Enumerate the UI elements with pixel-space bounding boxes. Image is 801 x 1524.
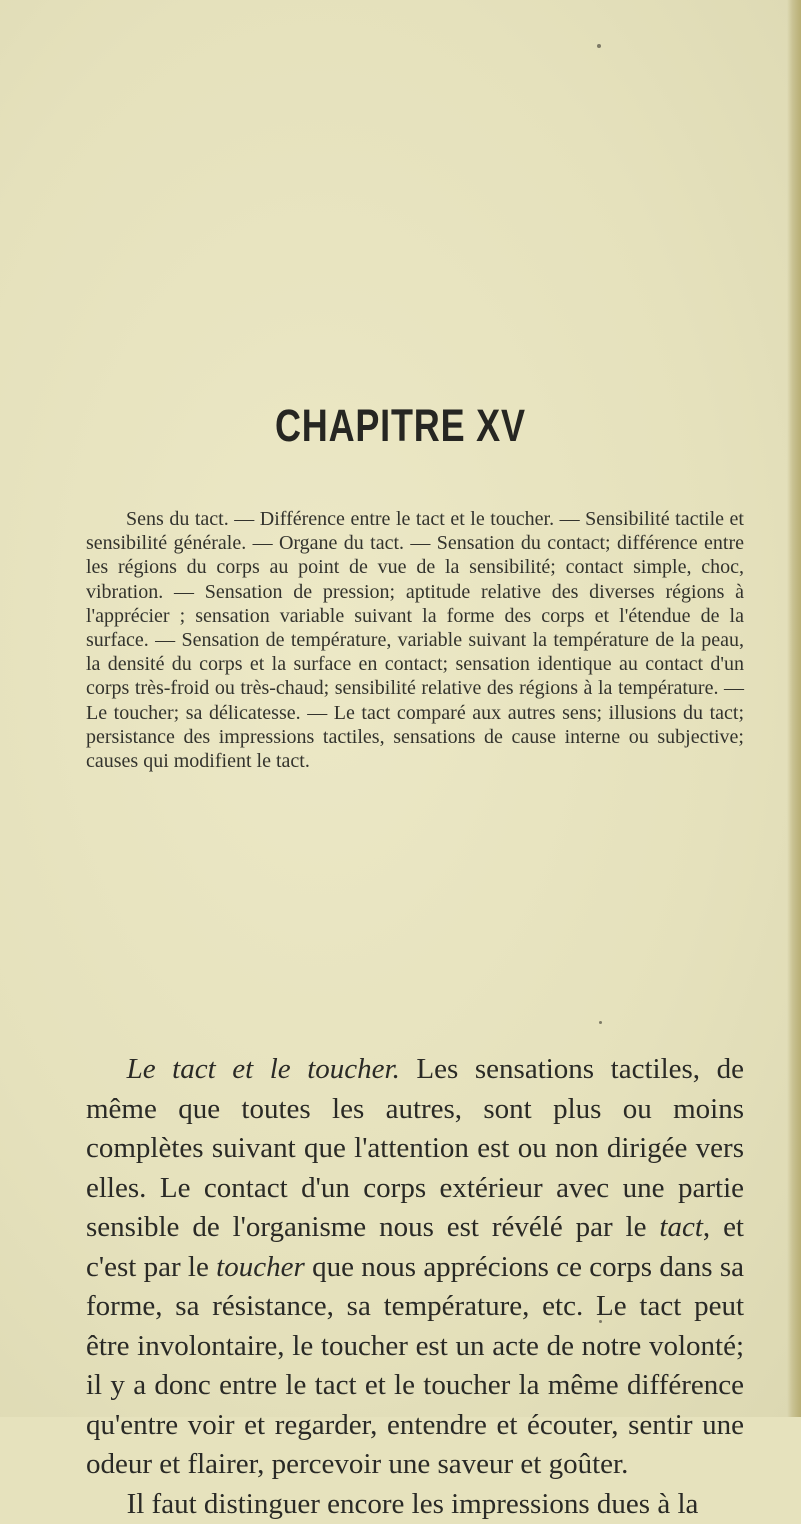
paragraph-1-text-c: que nous apprécions ce corps dans sa forme, sa résistance, sa température, etc. Le tact peut être involontaire, le toucher est un acte de notre volonté; il y a donc entre le tact et le toucher la même différence qu'entre voir et regarder, entendre et écouter, sentir une odeur et flairer, percevoir une saveur et goûter. [86,1251,744,1481]
italic-word-tact: tact [659,1211,703,1243]
paper-speck [597,44,601,48]
paragraph-1-text-a: Les sensations tactiles, de même que toutes les autres, sont plus ou moins complètes suivant que l'attention est ou non dirigée vers elles. Le contact d'un corps extérieur avec une partie sensible de l'organisme nous est révélé par le [86,1053,744,1243]
paragraph-1-text-b: , et c'est par le [86,1211,744,1283]
body-text [86,1050,744,1524]
chapter-title: CHAPITRE XV [80,400,721,452]
italic-word-toucher: toucher [216,1251,305,1283]
chapter-summary: Sens du tact. — Différence entre le tact et le toucher. — Sensibilité tactile et sensibilité générale. — Organe du tact. — Sensation du contact; différence entre les régions du corps au point de vue de la sensibilité; contact simple, choc, vibration. — Sensation de pression; aptitude relative des diverses régions à l'apprécier ; sensation variable suivant la forme des corps et l'étendue de la surface. — Sensation de température, variable suivant la température de la peau, la densité du corps et la surface en contact; sensation identique au contact d'un corps très-froid ou très-chaud; sensibilité relative des régions à la température. — Le toucher; sa délicatesse. — Le tact comparé aux autres sens; illusions du tact; persistance des impressions tactiles, sensations de cause interne ou subjective; causes qui modifient le tact. [86,507,744,773]
paragraph-1 [86,1053,744,1480]
paragraph-2: Il faut distinguer encore les impressions dues à la [86,1485,744,1524]
section-heading-italic: Le tact et le toucher. [127,1053,400,1085]
paper-speck [599,1021,602,1024]
page-edge [787,0,801,1417]
